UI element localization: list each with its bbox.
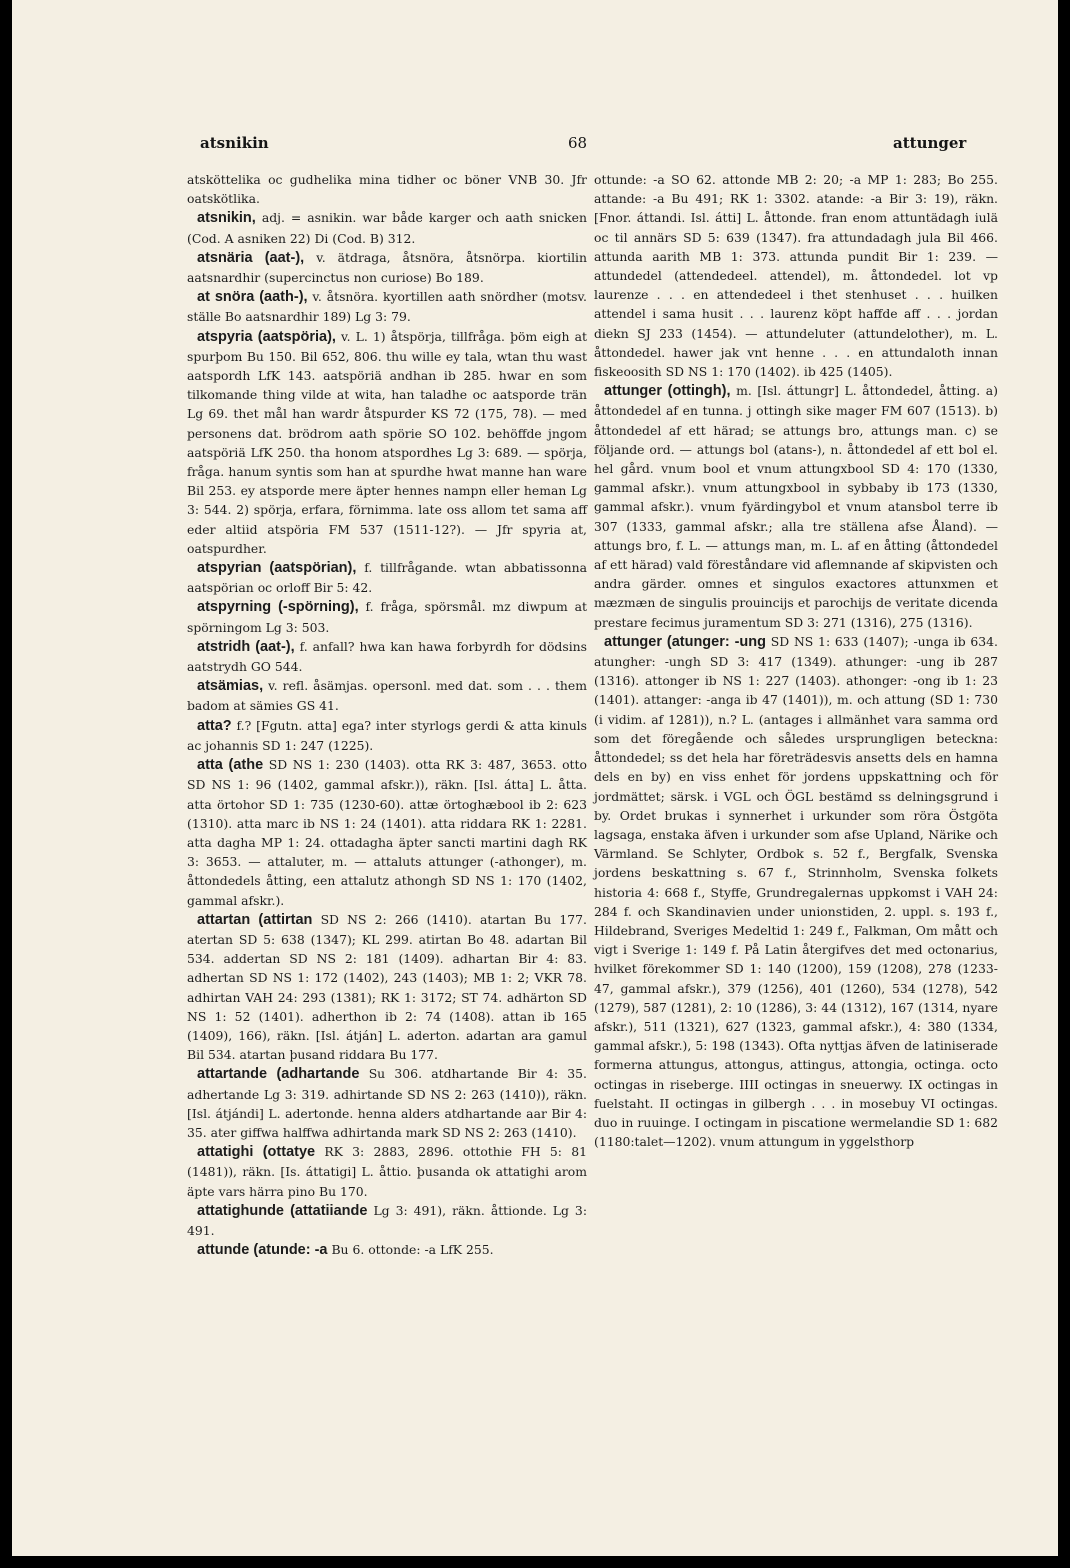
header-left-catchword: atsnikin — [200, 134, 269, 152]
dictionary-entry — [187, 208, 587, 247]
header-right-catchword: attunger — [893, 134, 967, 152]
dictionary-entry — [594, 632, 998, 1151]
entry-text: SD NS 1: 230 (1403). otta RK 3: 487, 3653. otto SD NS 1: 96 (1402, gammal afskr.)), räkn. [Isl. átta] L. åtta. atta örtohor SD 1: 735 (1230-60). attæ örtoghæbool ib 2: 623 (1310). atta marc ib NS 1: 24 (1401). atta riddara RK 1: 2281. atta dagha MP 1: 24. ottadagha äpter sancti martini dagh RK 3: 3653. — attaluter, m. — attaluts attunger (-athonger), m. åttondedels åtting, een attalutz athongh SD NS 1: 170 (1402, gammal afskr.). — [187, 757, 587, 908]
entry-text: m. [Isl. áttungr] L. åttondedel, åtting. a) åttondedel af en tunna. j ottingh sike mager FM 607 (1513). b) åttondedel af ett härad; se attungs bro, attungs man. c) se följande ord. — attungs bol (atans-), n. åttondedel af ett bol el. hel gård. vnum bool et vnum attungxbool SD 4: 170 (1330, gammal afskr.). vnum attungxbool in sybbaby ib 173 (1330, gammal afskr.). vnum fyärdingybol et vnum atansbol terre ib 307 (1333, gammal afskr.; alla tre ställena afse Åland). — attungs bro, f. L. — attungs man, m. L. af en åtting (åttondedel af ett härad) vald föreståndare vid aflemnande af skipvisten och andra gärder. omnes et singulos exactores attunxmen et mæzmæn de singulis prouincijs et parochijs de veritate dicenda prestare fecimus juramentum SD 3: 271 (1316), 275 (1316). — [594, 383, 998, 630]
entry-headword: atspyrian (aatspörian), — [197, 560, 357, 577]
entry-text: f.? [Fgutn. atta] ega? inter styrlogs gerdi & atta kinuls ac johannis SD 1: 247 (1225). — [187, 717, 587, 753]
entry-headword: attunger (ottingh), — [604, 383, 731, 400]
right-column — [594, 170, 998, 1151]
dictionary-entry — [187, 755, 587, 910]
dictionary-entry — [187, 1142, 587, 1201]
entry-text: SD NS 1: 633 (1407); -unga ib 634. atungher: -ungh SD 3: 417 (1349). athunger: -ung ib 287 (1316). attonger ib NS 1: 227 (1403). athonger: -ong ib 1: 23 (1401). attanger: -anga ib 47 (1401)), m. och attung (SD 1: 730 (i vidim. af 1281)), n.? L. (antages i allmänhet vara samma ord som det föregående och således ursprungligen beteckna: åttondedel; ss det hela har företrädesvis ansetts dels en hamna dels en by) en viss enhet för jordens uppskattning och för jordmättet; särsk. i VGL och ÖGL bestämd ss delningsgrund i by. Ordet brukas i synnerhet i urkunder som röra Östgöta lagsaga, enstaka äfven i urkunder som afse Upland, Närike och Värmland. Se Schlyter, Ordbok s. 52 f., Bergfalk, Svenska jordens beskattning s. 67 f., Strinnholm, Svenska folkets historia 4: 668 f., Styffe, Grundregalernas uppkomst i VAH 24: 284 f. och Skandinavien under unionstiden, 2. uppl. s. 193 f., Hildebrand, Sveriges Medeltid 1: 249 f., Falkman, Om mått och vigt i Sverige 1: 149 f. På Latin återgifves det med octonarius, hvilket förekommer SD 1: 140 (1200), 159 (1208), 278 (1233-47, gammal afskr.), 379 (1256), 401 (1260), 534 (1278), 542 (1279), 587 (1281), 2: 10 (1286), 3: 44 (1312), 167 (1314, nyare afskr.), 511 (1321), 627 (1323, gammal afskr.), 4: 380 (1334, gammal afskr.), 5: 198 (1343). Ofta nyttjas äfven de latiniserade formerna attungus, attongus, attingus, attongia, octinga. octo octingas in riseberge. IIII octingas in sneuerwy. IX octingas in fuelstaht. II octingas in gilbergh . . . in mosebuy VI octingas. duo in ruuinge. I octingam in piscatione wermelandie SD 1: 682 (1180:talet—1202). vnum attungum in yggelsthorp — [594, 633, 998, 1150]
entry-headword: atspyria (aatspöria), — [197, 328, 336, 345]
entry-text: adj. = asnikin. war både karger och aath snicken (Cod. A asniken 22) Di (Cod. B) 312. — [187, 210, 587, 246]
dictionary-entry — [187, 910, 587, 1065]
entry-text: Bu 6. ottonde: -a LfK 255. — [327, 1242, 494, 1258]
entry-text: f. fråga, spörsmål. mz diwpum at spörningom Lg 3: 503. — [187, 599, 587, 635]
entry-headword: attunger (atunger: -ung — [604, 633, 766, 650]
page-number: 68 — [568, 134, 588, 152]
entry-text: Su 306. atdhartande Bir 4: 35. adhertande Lg 3: 319. adhirtande SD NS 2: 263 (1410)), räkn. [Isl. átjándi] L. adertonde. henna alders atdhartande aar Bir 4: 35. ater giffwa halffwa adhirtanda mark SD NS 2: 263 (1410). — [187, 1066, 587, 1140]
entry-text: SD NS 2: 266 (1410). atartan Bu 177. atertan SD 5: 638 (1347); KL 299. atirtan Bo 48. adartan Bil 534. addertan SD NS 2: 181 (1409). adhartan Bir 4: 83. adhertan SD NS 1: 172 (1402), 243 (1403); MB 1: 2; VKR 78. adhirtan VAH 24: 293 (1381); RK 1: 3172; ST 74. adhärton SD NS 1: 52 (1401). adherthon ib 2: 74 (1408). attan ib 165 (1409), 166), räkn. [Isl. átján] L. aderton. adartan ara gamul Bil 534. atartan þusand riddara Bu 177. — [187, 911, 587, 1063]
entry-headword: atta? — [197, 717, 232, 734]
entry-headword: atsnäria (aat-), — [197, 249, 305, 266]
entry-headword: attartande (adhartande — [197, 1066, 360, 1083]
entry-headword: atsämias, — [197, 678, 264, 695]
entry-text: RK 3: 2883, 2896. ottothie FH 5: 81 (1481)), räkn. [Is. áttatigi] L. åttio. þusanda ok attatighi arom äpte vars härra pino Bu 170. — [187, 1144, 587, 1199]
dictionary-entry — [187, 170, 587, 208]
dictionary-page — [12, 0, 1058, 1556]
dictionary-entry — [187, 248, 587, 287]
entry-headword: atta (athe — [197, 757, 264, 774]
dictionary-entry — [187, 1201, 587, 1240]
dictionary-entry — [187, 637, 587, 676]
dictionary-entry — [187, 327, 587, 558]
entry-text: ottunde: -a SO 62. attonde MB 2: 20; -a MP 1: 283; Bo 255. attande: -a Bu 491; RK 1: 3302. atande: -a Bir 3: 19), räkn. [Fnor. áttandi. Isl. átti] L. åttonde. fran enom attuntädagh iulä oc til annärs SD 5: 639 (1347). fra attundadagh jula Bil 466. attunda aarith MB 1: 373. attunda pundit Bir 1: 239. — attundedel (attendedeel. attendel), m. åttondedel. lot vp laurenze . . . en attendedeel i thet stenhuset . . . huilken attendel i sama husit . . . laurenz köpt haffde aff . . . jordan diekn SJ 233 (1454). — attundeluter (attundelother), m. L. åttondedel. hawer jak vnt henne . . . en attundaloth innan fiskeoosith SD NS 1: 170 (1402). ib 425 (1405). — [594, 172, 998, 380]
dictionary-entry — [594, 170, 998, 381]
dictionary-entry — [187, 597, 587, 636]
entry-headword: attatighi (ottatye — [197, 1144, 316, 1161]
left-column — [187, 170, 587, 1260]
entry-text: v. L. 1) åtspörja, tillfråga. þöm eigh at spurþom Bu 150. Bil 652, 806. thu wille ey tala, wtan thu wast aatspordh LfK 143. aatspöriä andhan ib 285. hwar en som tilkomande thing vilde at wita, han taladhe oc aatsporde trän Lg 69. thet mål han wardr åtspurder KS 72 (175, 78). — med personens dat. brödrom aath spörie SO 102. behöffde jngom aatspöriä LfK 250. tha honom atspordhes Lg 3: 689. — spörja, fråga. hanum syntis som han at spurdhe hwat manne han ware Bil 253. ey atsporde mere äpter hennes nampn eller heman Lg 3: 544. 2) spörja, erfara, förnimma. late oss allom tet sama aff eder altiid atspöria FM 537 (1511-12?). — Jfr spyria at, oatspurdher. — [187, 328, 587, 556]
entry-headword: atspyrning (-spörning), — [197, 599, 359, 616]
entry-headword: attatighunde (attatiiande — [197, 1202, 368, 1219]
dictionary-entry — [187, 676, 587, 715]
entry-headword: atstridh (aat-), — [197, 638, 295, 655]
entry-text: Lg 3: 491), räkn. åttionde. Lg 3: 491. — [187, 1202, 587, 1238]
entry-text: v. åtsnöra. kyortillen aath snördher (motsv. ställe Bo aatsnardhir 189) Lg 3: 79. — [187, 289, 587, 325]
entry-headword: at snöra (aath-), — [197, 289, 308, 306]
entry-headword: attartan (attirtan — [197, 911, 313, 928]
entry-text: f. tillfrågande. wtan abbatissonna aatspörian oc orloff Bir 5: 42. — [187, 560, 588, 596]
dictionary-entry — [187, 1064, 587, 1142]
dictionary-entry — [187, 716, 587, 755]
dictionary-entry — [187, 558, 587, 597]
entry-text: v. refl. åsämjas. opersonl. med dat. som . . . them badom at sämies GS 41. — [187, 678, 587, 714]
dictionary-entry — [187, 1240, 587, 1260]
entry-text: f. anfall? hwa kan hawa forbyrdh for dödsins aatstrydh GO 544. — [187, 638, 587, 675]
dictionary-entry — [187, 287, 587, 326]
dictionary-entry — [594, 381, 998, 632]
entry-headword: atsnikin, — [197, 210, 256, 227]
entry-headword: attunde (atunde: -a — [197, 1242, 328, 1259]
entry-text: v. ätdraga, åtsnöra, åtsnörpa. kiortilin aatsnardhir (supercinctus non curiose) Bo 189. — [187, 249, 587, 286]
scan-border — [1058, 0, 1070, 1556]
entry-text: atsköttelika oc gudhelika mina tidher oc böner VNB 30. Jfr oatskötlika. — [187, 172, 587, 207]
